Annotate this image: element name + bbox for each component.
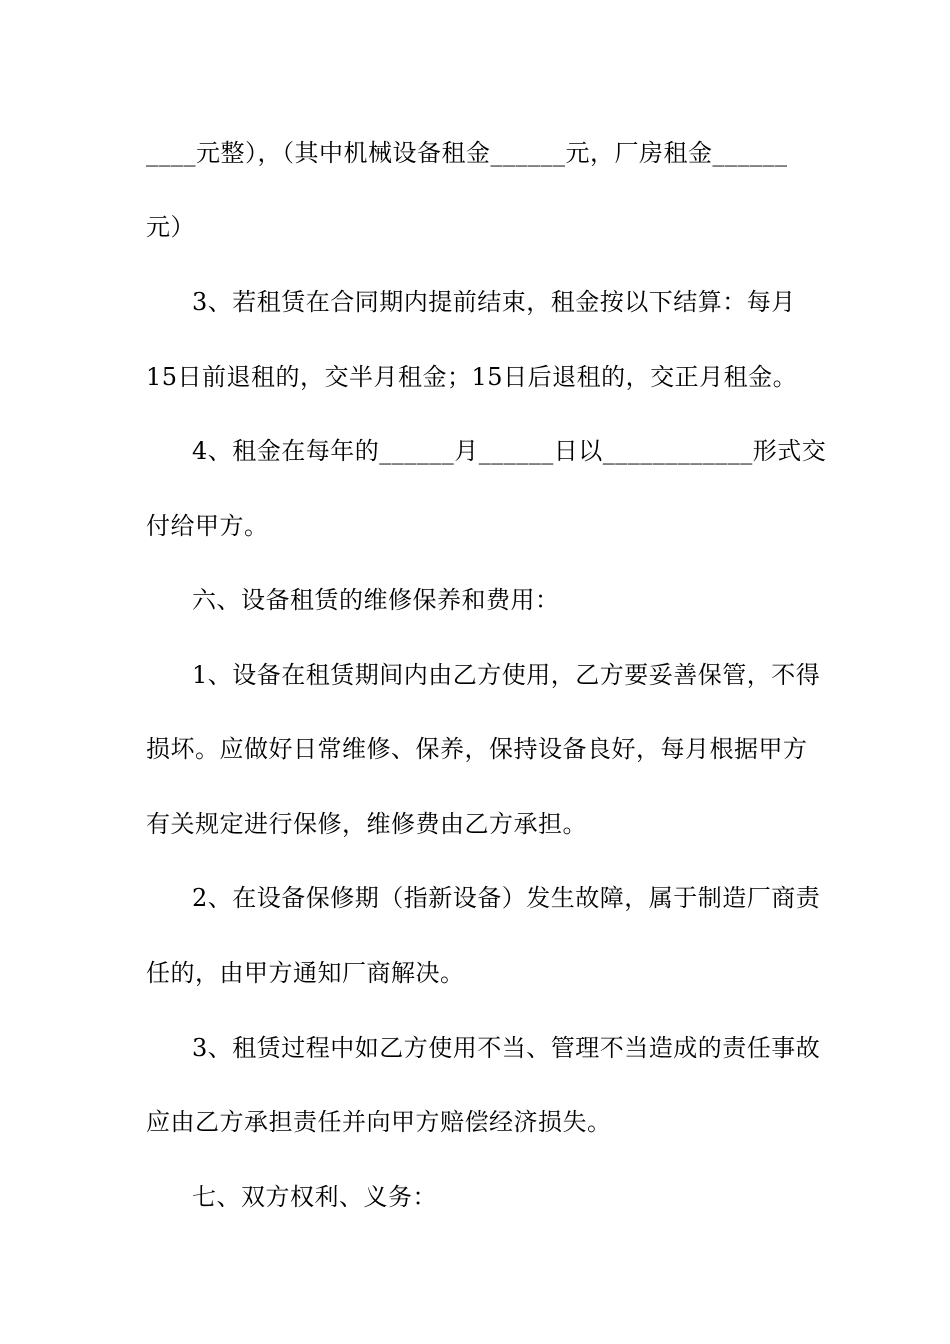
text-line: 有关规定进行保修，维修费由乙方承担。 — [146, 810, 587, 838]
text-line: 应由乙方承担责任并向甲方赔偿经济损失。 — [146, 1108, 612, 1136]
section-heading: 七、双方权利、义务： — [192, 1183, 437, 1211]
text-line: 15日前退租的，交半月租金；15日后退租的，交正月租金。 — [146, 363, 798, 391]
text-line: 4、租金在每年的______月______日以____________形式交 — [192, 437, 827, 465]
text-line: 任的，由甲方通知厂商解决。 — [146, 959, 465, 987]
text-line: 损坏。应做好日常维修、保养，保持设备良好，每月根据甲方 — [146, 735, 808, 763]
section-heading: 六、设备租赁的维修保养和费用： — [192, 586, 560, 614]
text-line: 3、租赁过程中如乙方使用不当、管理不当造成的责任事故 — [192, 1034, 821, 1062]
text-line: 1、设备在租赁期间内由乙方使用，乙方要妥善保管，不得 — [192, 661, 821, 689]
text-line: ____元整），（其中机械设备租金______元，厂房租金______ — [146, 139, 788, 167]
text-line: 付给甲方。 — [146, 512, 269, 540]
text-line: 2、在设备保修期（指新设备）发生故障，属于制造厂商责 — [192, 884, 821, 912]
text-line: 元） — [146, 213, 195, 241]
text-line: 3、若租赁在合同期内提前结束，租金按以下结算：每月 — [192, 288, 796, 316]
